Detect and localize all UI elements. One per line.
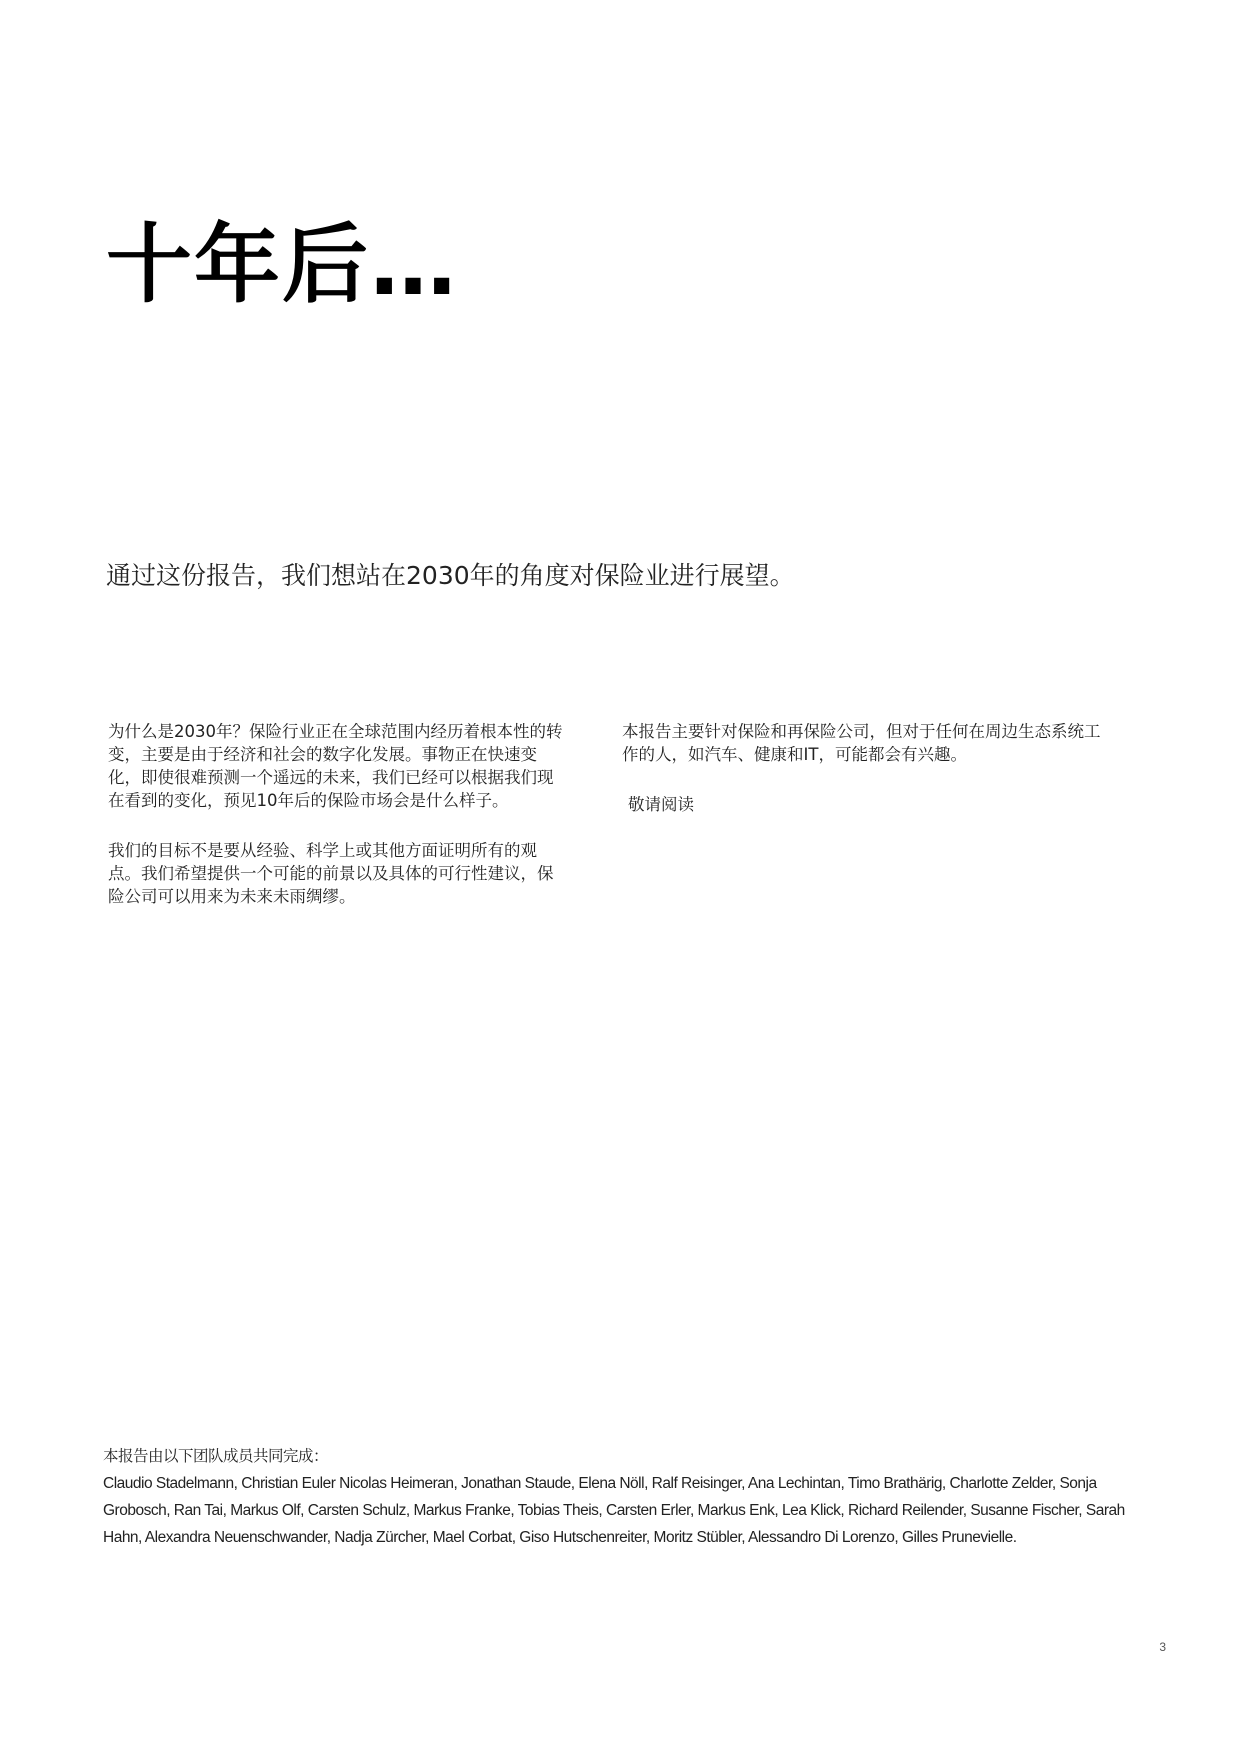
lead-statement: 通过这份报告，我们想站在2030年的角度对保险业进行展望。 [106,561,795,590]
intro-paragraph-why-2030: 为什么是2030年？保险行业正在全球范围内经历着根本性的转变，主要是由于经济和社会的数字化发展。事物正在快速变化，即使很难预测一个遥远的未来，我们已经可以根据我们现在看到的变化，预见10年后的保险市场会是什么样子。 [108,722,563,810]
right-column [622,720,1102,816]
credits-section [103,1443,1143,1551]
page-title: 十年后… [106,215,458,315]
closing-note: 敬请阅读 [628,795,694,814]
credits-heading: 本报告由以下团队成员共同完成： [103,1448,329,1465]
intro-paragraph-goal: 我们的目标不是要从经验、科学上或其他方面证明所有的观点。我们希望提供一个可能的前景以及具体的可行性建议，保险公司可以用来为未来未雨绸缪。 [108,841,554,906]
page-number: 3 [1159,1640,1166,1654]
credits-names: Claudio Stadelmann, Christian Euler Nicolas Heimeran, Jonathan Staude, Elena Nöll, Ralf Reisinger, Ana Lechintan, Timo Brathärig, Charlotte Zelder, Sonja Grobosch, Ran Tai, Markus Olf, Carsten Schulz, Markus Franke, Tobias Theis, Carsten Erler, Markus Enk, Lea Klick, Richard Reilender, Susanne Fischer, Sarah Hahn, Alexandra Neuenschwander, Nadja Zürcher, Mael Corbat, Giso Hutschenreiter, Moritz Stübler, Alessandro Di Lorenzo, Gilles Prunevielle. [103,1475,1125,1546]
left-column [108,720,568,908]
intro-paragraph-audience: 本报告主要针对保险和再保险公司，但对于任何在周边生态系统工作的人，如汽车、健康和IT，可能都会有兴趣。 [622,722,1101,764]
